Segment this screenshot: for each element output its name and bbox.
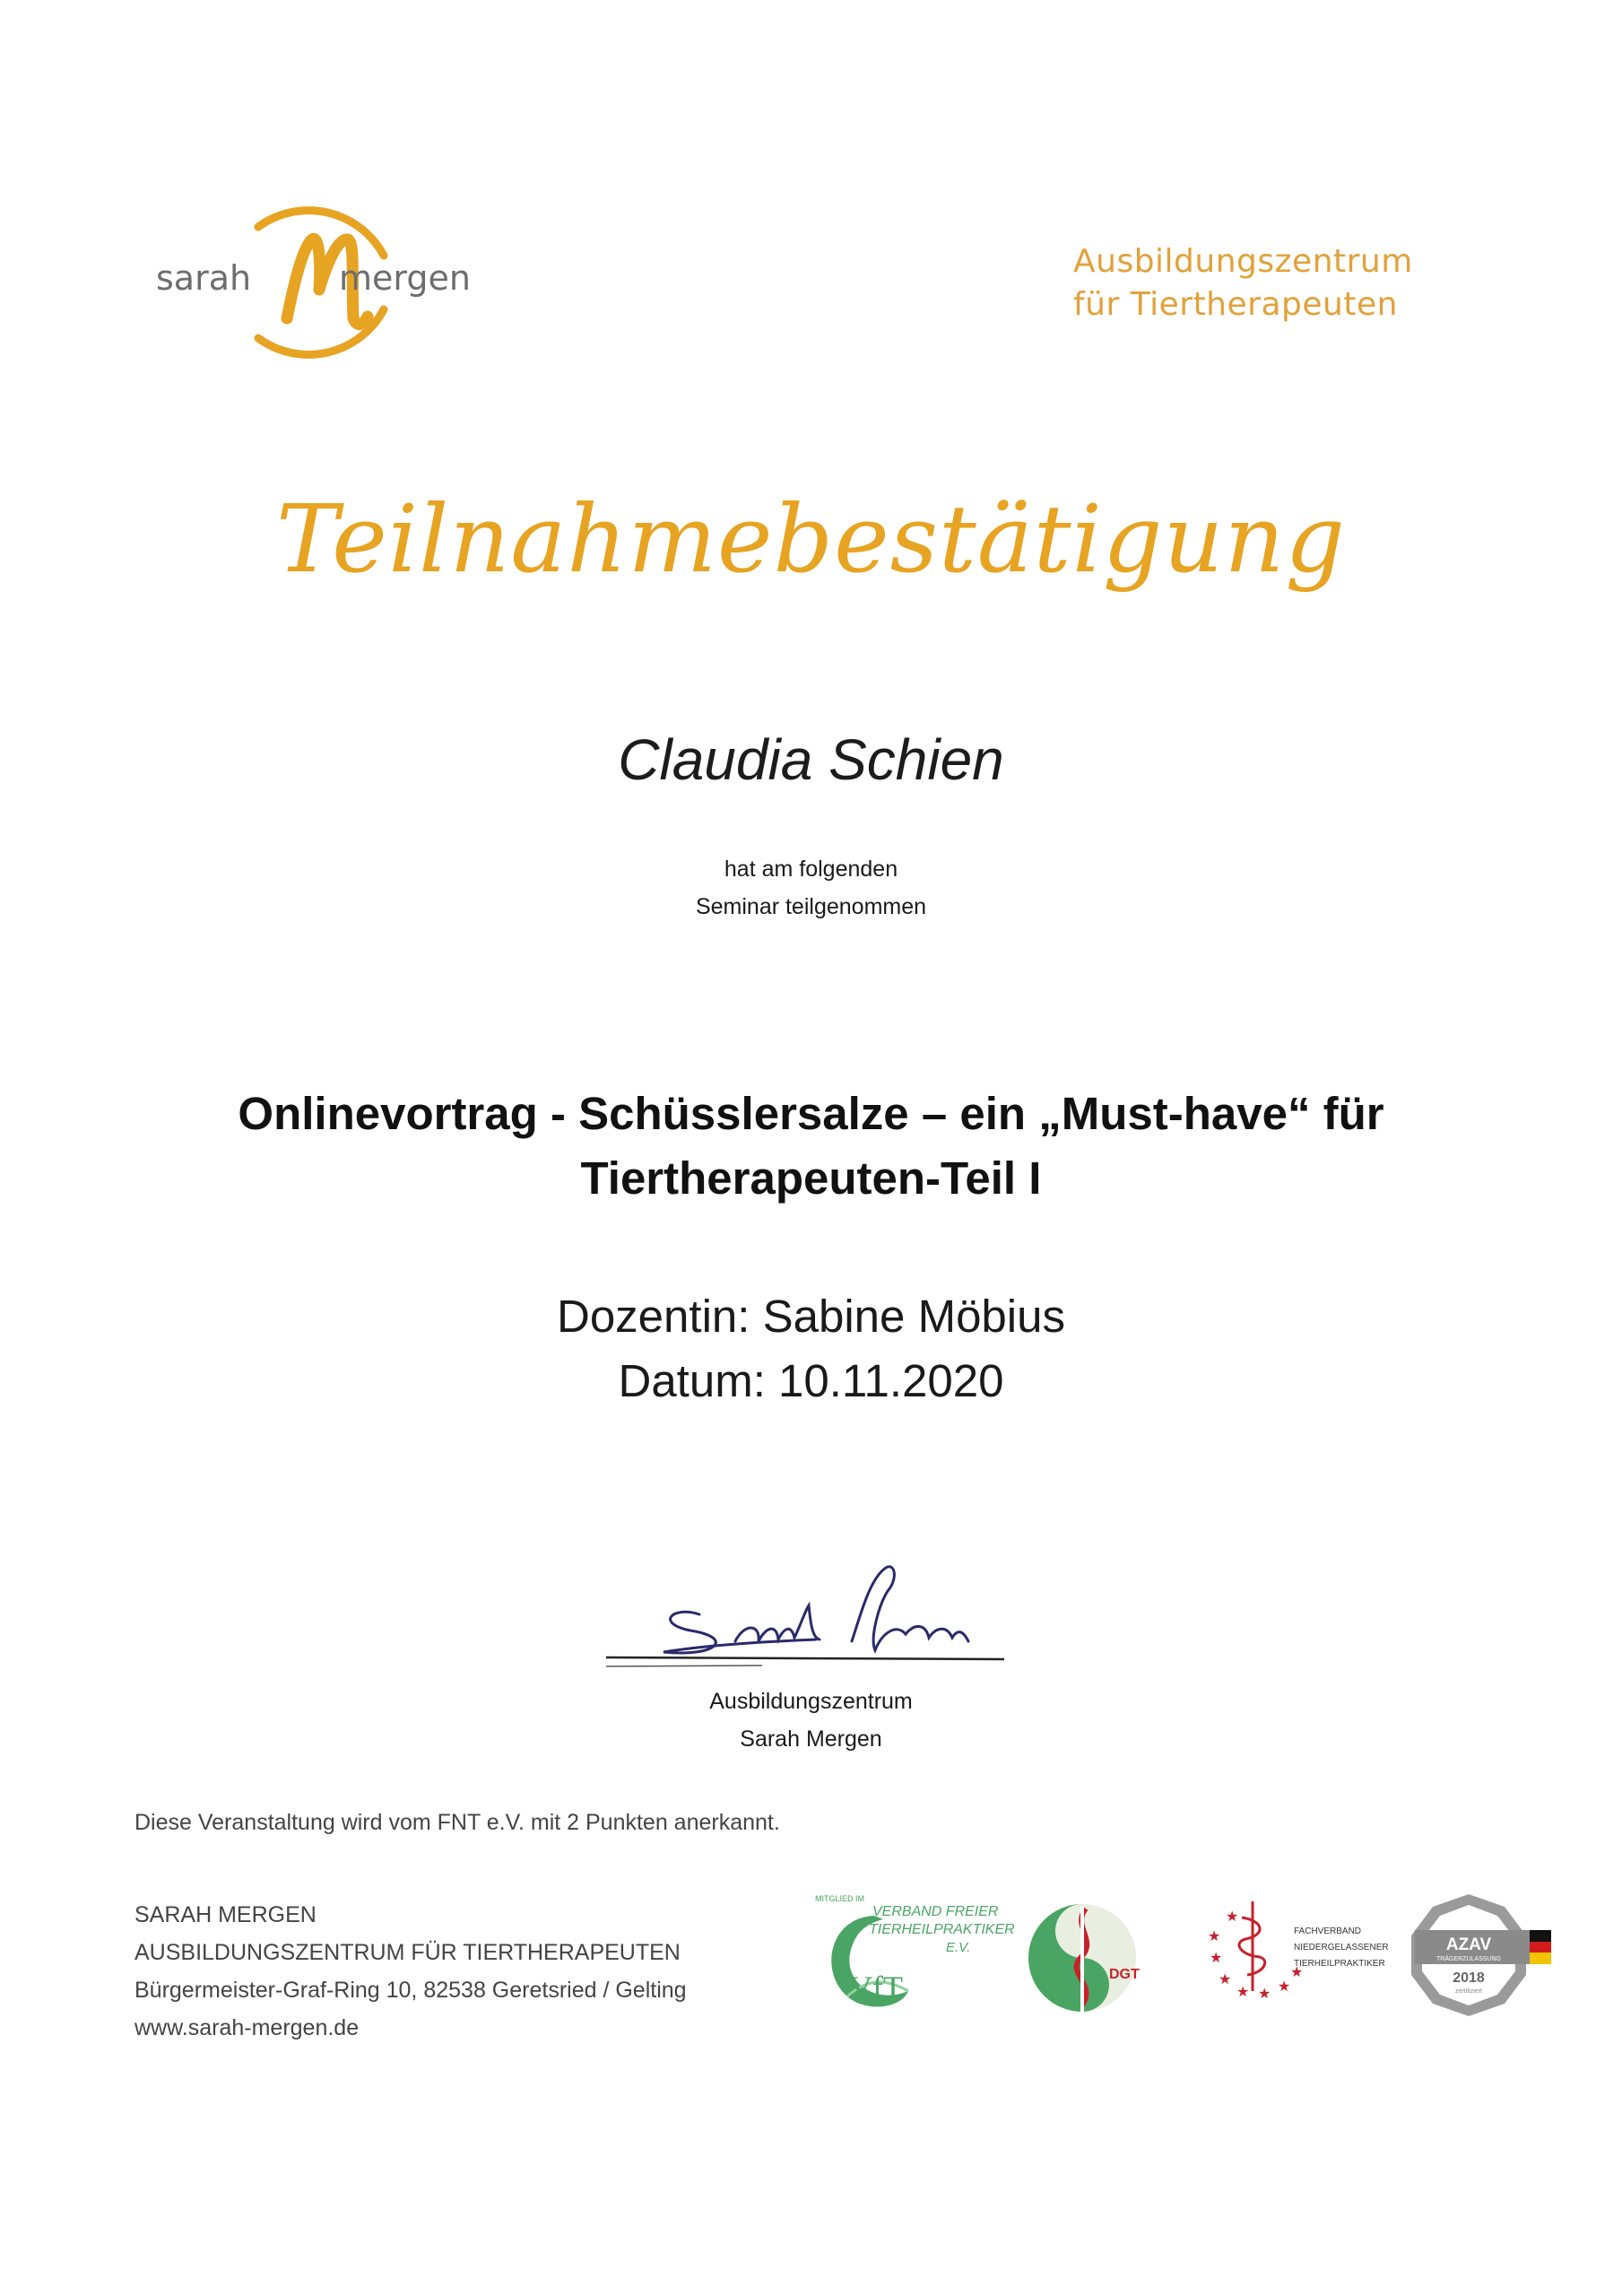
seminar-date: Datum: 10.11.2020	[618, 1355, 1004, 1406]
azav-subtitle: TRÄGERZULASSUNG	[1436, 1956, 1501, 1962]
intro-line-2: Seminar teilgenommen	[695, 894, 927, 919]
svg-text:★: ★	[1210, 1951, 1223, 1966]
training-center-line1: Ausbildungszentrum	[1073, 243, 1413, 280]
dgt-logo-icon	[1027, 1891, 1152, 2025]
vft-member-badge	[811, 1891, 1015, 2025]
training-center-title	[1073, 240, 1522, 326]
fnt-line1: FACHVERBAND	[1294, 1926, 1362, 1936]
address-line-1: SARAH MERGEN	[134, 1902, 317, 1927]
seminar-title-line2: Tiertherapeuten-Teil I	[580, 1152, 1042, 1204]
signature-icon	[601, 1552, 1013, 1677]
azav-badge	[1406, 1889, 1554, 2023]
address-line-3: Bürgermeister-Graf-Ring 10, 82538 Geretsried / Gelting	[134, 1978, 687, 2003]
svg-text:★: ★	[1226, 1909, 1239, 1925]
seminar-title-line1: Onlinevortrag - Schüsslersalze – ein „Must-have“ für	[238, 1088, 1384, 1139]
address-line-2: AUSBILDUNGSZENTRUM FÜR TIERTHERAPEUTEN	[134, 1940, 681, 1965]
azav-certified: zertifiziert	[1455, 1988, 1482, 1995]
brand-name-last: mergen	[339, 258, 471, 298]
svg-text:★: ★	[1219, 1972, 1232, 1987]
signature-label-1: Ausbildungszentrum	[709, 1689, 913, 1714]
training-center-line2: für Tiertherapeuten	[1073, 286, 1398, 323]
vft-logo-icon	[811, 1891, 1015, 2025]
svg-text:★: ★	[1208, 1929, 1221, 1944]
fnt-line2: NIEDERGELASSENER	[1294, 1943, 1389, 1952]
dgt-label: DGT	[1109, 1967, 1140, 1982]
handwritten-signature	[601, 1552, 1013, 1677]
vft-monogram: VfT	[849, 1970, 903, 2005]
vft-line1: VERBAND FREIER	[872, 1904, 999, 1919]
vft-top-label: MITGLIED IM	[815, 1894, 865, 1903]
azav-title: AZAV	[1445, 1935, 1492, 1954]
intro-line-1: hat am folgenden	[724, 857, 898, 882]
fnt-logo-icon	[1206, 1891, 1399, 2016]
lecturer: Dozentin: Sabine Möbius	[556, 1291, 1065, 1342]
vft-line3: E.V.	[946, 1940, 971, 1955]
svg-text:★: ★	[1290, 1965, 1304, 1980]
dgt-badge	[1027, 1891, 1152, 2025]
seminar-title	[0, 1082, 1622, 1211]
azav-year: 2018	[1453, 1970, 1485, 1986]
signature-label-2: Sarah Mergen	[740, 1726, 882, 1752]
vft-line2: TIERHEILPRAKTIKER	[869, 1922, 1015, 1937]
participant-name: Claudia Schien	[618, 727, 1004, 792]
certificate-title: Teilnahmebestätigung	[276, 484, 1346, 594]
website-link[interactable]: www.sarah-mergen.de	[134, 2015, 360, 2040]
brand-name-first: sarah	[156, 258, 252, 298]
svg-text:★: ★	[1278, 1979, 1291, 1995]
fnt-line3: TIERHEILPRAKTIKER	[1294, 1959, 1385, 1969]
svg-text:★: ★	[1258, 1987, 1271, 2002]
svg-text:★: ★	[1236, 1985, 1250, 2000]
fnt-badge	[1206, 1891, 1399, 2016]
points-note: Diese Veranstaltung wird vom FNT e.V. mit 2 Punkten anerkannt.	[134, 1810, 780, 1835]
azav-seal-icon	[1406, 1889, 1554, 2023]
